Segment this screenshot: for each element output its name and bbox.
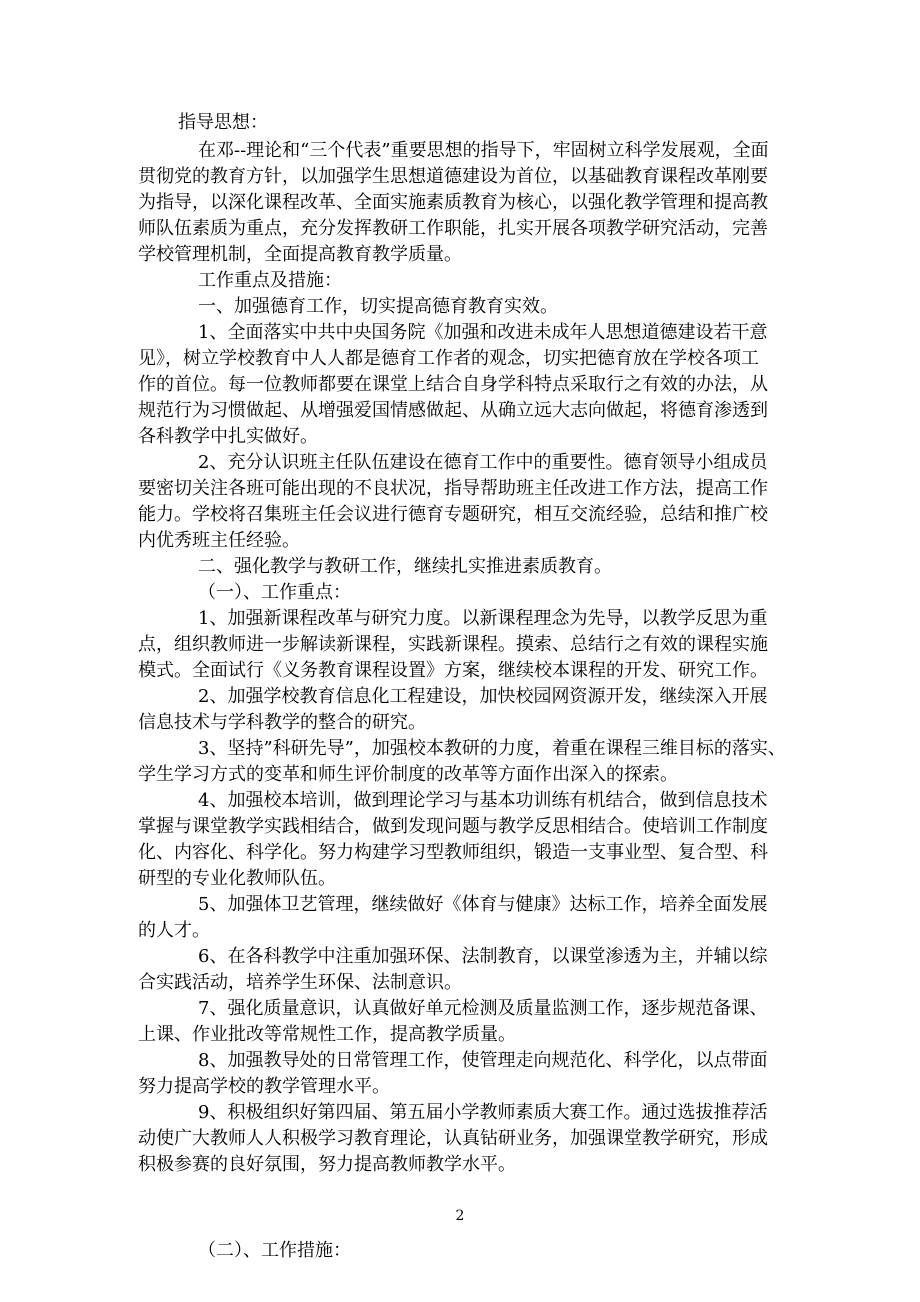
text-line: 作的首位。每一位教师都要在课堂上结合自身学科特点采取行之有效的办法，从: [138, 374, 768, 395]
text-line: 化、内容化、科学化。努力构建学习型教师组织，锻造一支事业型、复合型、科: [138, 842, 768, 863]
text-line: 4、加强校本培训，做到理论学习与基本功训练有机结合，做到信息技术: [198, 790, 768, 811]
text-line: 1、全面落实中共中央国务院《加强和改进未成年人思想道德建设若干意: [198, 322, 768, 343]
text-line: 能力。学校将召集班主任会议进行德育专题研究，相互交流经验，总结和推广校: [138, 504, 768, 525]
text-line: 合实践活动，培养学生环保、法制意识。: [138, 972, 462, 993]
text-line: 信息技术与学科教学的整合的研究。: [138, 712, 426, 733]
text-line: 贯彻党的教育方针，以加强学生思想道德建设为首位，以基础教育课程改革刚要: [138, 166, 768, 187]
text-line: 规范行为习惯做起、从增强爱国情感做起、从确立远大志向做起，将德育渗透到: [138, 400, 768, 421]
text-line: 二、强化教学与教研工作，继续扎实推进素质教育。: [198, 556, 612, 577]
text-line: 2、充分认识班主任队伍建设在德育工作中的重要性。德育领导小组成员: [198, 452, 768, 473]
text-line: （一）、工作重点：: [198, 582, 351, 603]
text-line: 1、加强新课程改革与研究力度。以新课程理念为先导，以教学反思为重: [198, 608, 768, 629]
text-line: 动使广大教师人人积极学习教育理论，认真钻研业务，加强课堂教学研究，形成: [138, 1128, 768, 1149]
text-line: 8、加强教导处的日常管理工作，使管理走向规范化、科学化，以点带面: [198, 1050, 768, 1071]
page-number: 2: [455, 1208, 465, 1224]
text-line: 学校管理机制，全面提高教育教学质量。: [138, 244, 462, 265]
text-line: 工作重点及措施：: [198, 270, 342, 291]
text-line: 一、加强德育工作，切实提高德育教育实效。: [198, 296, 558, 317]
text-line: 学生学习方式的变革和师生评价制度的改革等方面作出深入的探索。: [138, 764, 678, 785]
text-line: 5、加强体卫艺管理，继续做好《体育与健康》达标工作，培养全面发展: [198, 894, 768, 915]
text-line: 上课、作业批改等常规性工作，提高教学质量。: [138, 1024, 516, 1045]
text-line: 研型的专业化教师队伍。: [138, 868, 336, 889]
text-line: 9、积极组织好第四届、第五届小学教师素质大赛工作。通过选拔推荐活: [198, 1102, 768, 1123]
text-line: 内优秀班主任经验。: [138, 530, 300, 551]
text-line: 点，组织教师进一步解读新课程，实践新课程。摸索、总结行之有效的课程实施: [138, 634, 768, 655]
text-line: 在邓--理论和“三个代表”重要思想的指导下，牢固树立科学发展观，全面: [198, 140, 769, 161]
text-line: 2、加强学校教育信息化工程建设，加快校园网资源开发，继续深入开展: [198, 686, 768, 707]
text-line: 掌握与课堂教学实践相结合，做到发现问题与教学反思相结合。使培训工作制度: [138, 816, 768, 837]
text-line: 要密切关注各班可能出现的不良状况，指导帮助班主任改进工作方法，提高工作: [138, 478, 768, 499]
text-line: 3、坚持”科研先导”，加强校本教研的力度，着重在课程三维目标的落实、: [198, 738, 786, 759]
text-line: 见》，树立学校教育中人人都是德育工作者的观念，切实把德育放在学校各项工: [138, 348, 759, 369]
text-line: 各科教学中扎实做好。: [138, 426, 318, 447]
text-line: 指导思想：: [178, 112, 268, 133]
text-line: 7、强化质量意识，认真做好单元检测及质量监测工作，逐步规范备课、: [198, 998, 768, 1019]
text-line: 努力提高学校的教学管理水平。: [138, 1076, 390, 1097]
text-line: 积极参赛的良好氛围，努力提高教师教学水平。: [138, 1154, 516, 1175]
text-line: 6、在各科教学中注重加强环保、法制教育，以课堂渗透为主，并辅以综: [198, 946, 768, 967]
text-line: 模式。全面试行《义务教育课程设置》方案，继续校本课程的开发、研究工作。: [138, 660, 768, 681]
text-line: 师队伍素质为重点，充分发挥教研工作职能，扎实开展各项教学研究活动，完善: [138, 218, 768, 239]
text-line: 的人才。: [138, 920, 210, 941]
text-line: 为指导，以深化课程改革、全面实施素质教育为核心，以强化教学管理和提高教: [138, 192, 768, 213]
text-line: （二）、工作措施：: [198, 1240, 351, 1261]
